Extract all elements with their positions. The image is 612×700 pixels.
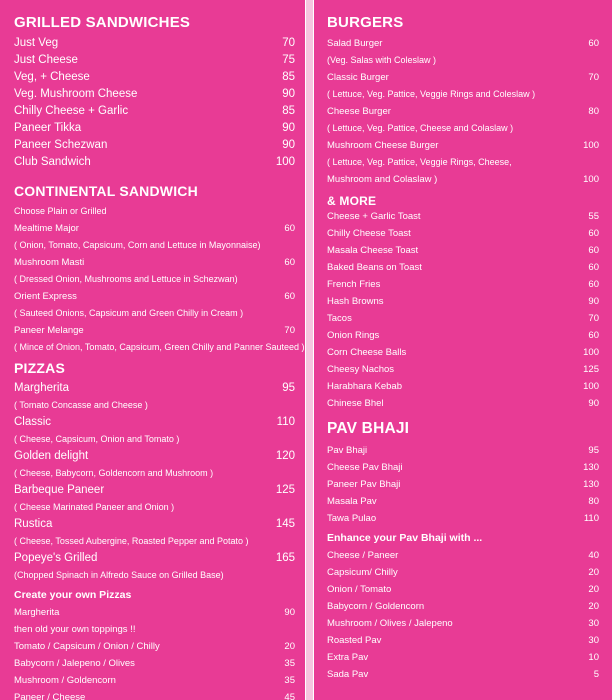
item-name: Baked Beans on Toast xyxy=(327,262,422,273)
toppings-list xyxy=(14,638,295,700)
item-name: Just Veg xyxy=(14,37,59,49)
menu-item xyxy=(14,254,295,271)
item-name: Cheese Pav Bhaji xyxy=(327,462,403,473)
right-column xyxy=(313,0,612,700)
item-name: Paneer / Cheese xyxy=(14,692,86,700)
item-description: (Chopped Spinach in Alfredo Sauce on Grilled Base) xyxy=(14,570,224,580)
item-name: Classic Burger xyxy=(327,72,389,83)
item-name: Chilly Cheese + Garlic xyxy=(14,105,129,117)
item-price: 85 xyxy=(282,71,295,83)
item-price: 80 xyxy=(588,106,599,117)
item-name: Masala Pav xyxy=(327,496,377,507)
item-price: 125 xyxy=(275,484,295,496)
burgers-heading: BURGERS xyxy=(327,14,404,31)
item-name: Classic xyxy=(14,416,52,428)
menu-item xyxy=(327,225,599,242)
item-price: 110 xyxy=(583,513,599,524)
item-price: 95 xyxy=(588,445,599,456)
menu-item xyxy=(327,69,599,86)
item-name: Cheesy Nachos xyxy=(327,364,395,375)
item-description: ( Cheese Marinated Paneer and Onion ) xyxy=(14,502,175,512)
item-description: ( Cheese, Tossed Aubergine, Roasted Pepper and Potato ) xyxy=(14,536,249,546)
item-price: 45 xyxy=(284,692,295,700)
item-price: 30 xyxy=(588,635,599,646)
item-name: Barbeque Paneer xyxy=(14,484,105,496)
menu-item xyxy=(14,604,295,621)
item-price: 55 xyxy=(588,211,599,222)
menu-item xyxy=(14,120,295,137)
item-name: Margherita xyxy=(14,382,69,394)
enhance-heading: Enhance your Pav Bhaji with ... xyxy=(327,532,483,544)
menu-item xyxy=(327,259,599,276)
item-price: 100 xyxy=(583,140,599,151)
item-price: 60 xyxy=(588,262,599,273)
menu-item xyxy=(14,550,295,567)
item-price: 60 xyxy=(588,245,599,256)
menu-item xyxy=(327,666,599,683)
item-name: Rustica xyxy=(14,518,53,530)
item-name: Paneer Tikka xyxy=(14,122,82,134)
item-price: 60 xyxy=(588,279,599,290)
item-name: Mushroom Cheese Burger xyxy=(327,140,439,151)
item-price: 125 xyxy=(583,364,599,375)
item-name: Roasted Pav xyxy=(327,635,382,646)
menu-item xyxy=(14,638,295,655)
pav-bhaji-list xyxy=(327,442,599,527)
item-description: ( Tomato Concasse and Cheese ) xyxy=(14,400,148,410)
item-name: Mealtime Major xyxy=(14,223,79,234)
menu-item xyxy=(327,361,599,378)
item-price: 5 xyxy=(593,669,599,680)
item-name: Salad Burger xyxy=(327,38,383,49)
item-price: 75 xyxy=(282,54,295,66)
menu-item xyxy=(327,344,599,361)
menu-item xyxy=(14,516,295,533)
item-name: Extra Pav xyxy=(327,652,369,663)
item-description: ( Cheese, Babycorn, Goldencorn and Mushroom ) xyxy=(14,468,214,478)
menu-item xyxy=(14,154,295,171)
item-description: ( Onion, Tomato, Capsicum, Corn and Lettuce in Mayonnaise) xyxy=(14,240,261,250)
item-name: Onion Rings xyxy=(327,330,380,341)
pizzas-heading: PIZZAS xyxy=(14,360,65,376)
item-name: Cheese + Garlic Toast xyxy=(327,211,421,222)
menu-item xyxy=(14,448,295,465)
item-name: Just Cheese xyxy=(14,54,78,66)
item-name: Sada Pav xyxy=(327,669,369,680)
menu-item xyxy=(14,35,295,52)
item-name: Mushroom / Olives / Jalepeno xyxy=(327,618,453,629)
menu-item xyxy=(327,378,599,395)
item-description: Mushroom and Colaslaw ) xyxy=(327,174,438,185)
item-price: 30 xyxy=(588,618,599,629)
item-price: 10 xyxy=(588,652,599,663)
menu-item xyxy=(14,137,295,154)
menu-item xyxy=(327,310,599,327)
item-name: Chinese Bhel xyxy=(327,398,384,409)
menu-item xyxy=(327,171,599,188)
item-price: 165 xyxy=(275,552,295,564)
item-price: 60 xyxy=(588,330,599,341)
item-price: 60 xyxy=(588,38,599,49)
item-price: 20 xyxy=(588,567,599,578)
menu-item xyxy=(14,52,295,69)
item-name: Capsicum/ Chilly xyxy=(327,567,398,578)
menu-item xyxy=(327,242,599,259)
item-price: 145 xyxy=(275,518,295,530)
item-name: Hash Browns xyxy=(327,296,384,307)
item-name: Margherita xyxy=(14,607,60,618)
menu-item xyxy=(327,476,599,493)
item-price: 130 xyxy=(583,479,599,490)
menu-item xyxy=(14,672,295,689)
menu-item xyxy=(14,689,295,700)
more-list xyxy=(327,208,599,412)
item-price: 40 xyxy=(588,550,599,561)
item-description: ( Lettuce, Veg. Pattice, Cheese and Colaslaw ) xyxy=(327,123,514,133)
item-price: 130 xyxy=(583,462,599,473)
item-price: 85 xyxy=(282,105,295,117)
menu-item xyxy=(327,442,599,459)
item-name: Popeye's Grilled xyxy=(14,552,98,564)
item-description: ( Lettuce, Veg. Pattice, Veggie Rings, Cheese, xyxy=(327,157,512,167)
item-name: Mushroom Masti xyxy=(14,257,85,268)
item-description: ( Mince of Onion, Tomato, Capsicum, Green Chilly and Panner Sauteed ) xyxy=(14,342,305,352)
item-description: ( Lettuce, Veg. Pattice, Veggie Rings and Coleslaw ) xyxy=(327,89,536,99)
item-name: Paneer Schezwan xyxy=(14,139,108,151)
item-description: ( Sauteed Onions, Capsicum and Green Chilly in Cream ) xyxy=(14,308,244,318)
menu-item xyxy=(327,103,599,120)
menu-item xyxy=(327,293,599,310)
item-name: Paneer Melange xyxy=(14,325,84,336)
item-name: Veg. Mushroom Cheese xyxy=(14,88,138,100)
item-price: 100 xyxy=(583,174,599,185)
menu-item xyxy=(327,632,599,649)
menu-item xyxy=(14,69,295,86)
item-name: Mushroom / Goldencorn xyxy=(14,675,116,686)
grilled-sandwiches-heading: GRILLED SANDWICHES xyxy=(14,14,191,31)
item-price: 90 xyxy=(588,296,599,307)
toppings-hint: then old your own toppings !! xyxy=(14,624,136,635)
item-price: 90 xyxy=(282,88,295,100)
item-price: 20 xyxy=(588,601,599,612)
menu-item xyxy=(327,615,599,632)
item-price: 100 xyxy=(583,347,599,358)
item-price: 100 xyxy=(275,156,295,168)
item-price: 35 xyxy=(284,675,295,686)
item-name: Club Sandwich xyxy=(14,156,91,168)
item-price: 60 xyxy=(284,257,295,268)
item-name: Paneer Pav Bhaji xyxy=(327,479,401,490)
menu-item xyxy=(327,395,599,412)
menu-item xyxy=(327,547,599,564)
item-price: 20 xyxy=(588,584,599,595)
grilled-sandwiches-list xyxy=(14,35,295,171)
item-price: 70 xyxy=(284,325,295,336)
menu-item xyxy=(14,86,295,103)
pav-bhaji-heading: PAV BHAJI xyxy=(327,420,410,437)
pizzas-list xyxy=(14,380,295,584)
item-price: 120 xyxy=(275,450,295,462)
menu-item xyxy=(14,103,295,120)
item-description: ( Dressed Onion, Mushrooms and Lettuce in Schezwan) xyxy=(14,274,238,284)
menu-item xyxy=(327,276,599,293)
item-price: 80 xyxy=(588,496,599,507)
item-price: 60 xyxy=(588,228,599,239)
menu-item xyxy=(327,598,599,615)
item-name: Veg, + Cheese xyxy=(14,71,90,83)
item-description: ( Cheese, Capsicum, Onion and Tomato ) xyxy=(14,434,180,444)
menu-item xyxy=(327,35,599,52)
item-price: 60 xyxy=(284,223,295,234)
item-name: Chilly Cheese Toast xyxy=(327,228,411,239)
menu-item xyxy=(327,581,599,598)
item-name: Corn Cheese Balls xyxy=(327,347,407,358)
continental-note: Choose Plain or Grilled xyxy=(14,206,107,216)
menu-item xyxy=(14,380,295,397)
item-name: Onion / Tomato xyxy=(327,584,392,595)
menu-item xyxy=(327,564,599,581)
item-name: Golden delight xyxy=(14,450,89,462)
menu-item xyxy=(14,482,295,499)
menu-item xyxy=(327,137,599,154)
item-name: Babycorn / Jalepeno / Olives xyxy=(14,658,135,669)
item-name: Tawa Pulao xyxy=(327,513,377,524)
menu-item xyxy=(327,493,599,510)
item-name: Cheese Burger xyxy=(327,106,391,117)
item-price: 35 xyxy=(284,658,295,669)
item-price: 100 xyxy=(583,381,599,392)
item-price: 70 xyxy=(282,37,295,49)
menu-item xyxy=(327,208,599,225)
item-name: Orient Express xyxy=(14,291,77,302)
item-price: 90 xyxy=(588,398,599,409)
menu-item xyxy=(327,510,599,527)
item-price: 90 xyxy=(282,139,295,151)
item-name: Harabhara Kebab xyxy=(327,381,402,392)
item-name: Pav Bhaji xyxy=(327,445,368,456)
item-name: Cheese / Paneer xyxy=(327,550,399,561)
enhance-list xyxy=(327,547,599,683)
item-description: (Veg. Salas with Coleslaw ) xyxy=(327,55,437,65)
item-name: Tacos xyxy=(327,313,352,324)
item-price: 95 xyxy=(282,382,295,394)
menu-item xyxy=(14,288,295,305)
continental-sandwich-heading: CONTINENTAL SANDWICH xyxy=(14,183,198,199)
create-own-pizza-heading: Create your own Pizzas xyxy=(14,589,132,601)
menu-item xyxy=(327,459,599,476)
item-price: 20 xyxy=(284,641,295,652)
menu-item xyxy=(327,327,599,344)
item-name: Tomato / Capsicum / Onion / Chilly xyxy=(14,641,160,652)
menu-item xyxy=(14,655,295,672)
item-price: 70 xyxy=(588,72,599,83)
menu-item xyxy=(327,649,599,666)
item-price: 60 xyxy=(284,291,295,302)
item-price: 110 xyxy=(276,416,295,428)
item-name: Masala Cheese Toast xyxy=(327,245,419,256)
menu-item xyxy=(14,322,295,339)
item-price: 70 xyxy=(588,313,599,324)
burgers-list xyxy=(327,35,599,188)
item-name: French Fries xyxy=(327,279,381,290)
item-price: 90 xyxy=(284,607,295,618)
item-price: 90 xyxy=(282,122,295,134)
more-heading: & MORE xyxy=(327,194,377,208)
menu-item xyxy=(14,414,295,431)
item-name: Babycorn / Goldencorn xyxy=(327,601,425,612)
menu-item xyxy=(14,220,295,237)
continental-list xyxy=(14,220,305,356)
